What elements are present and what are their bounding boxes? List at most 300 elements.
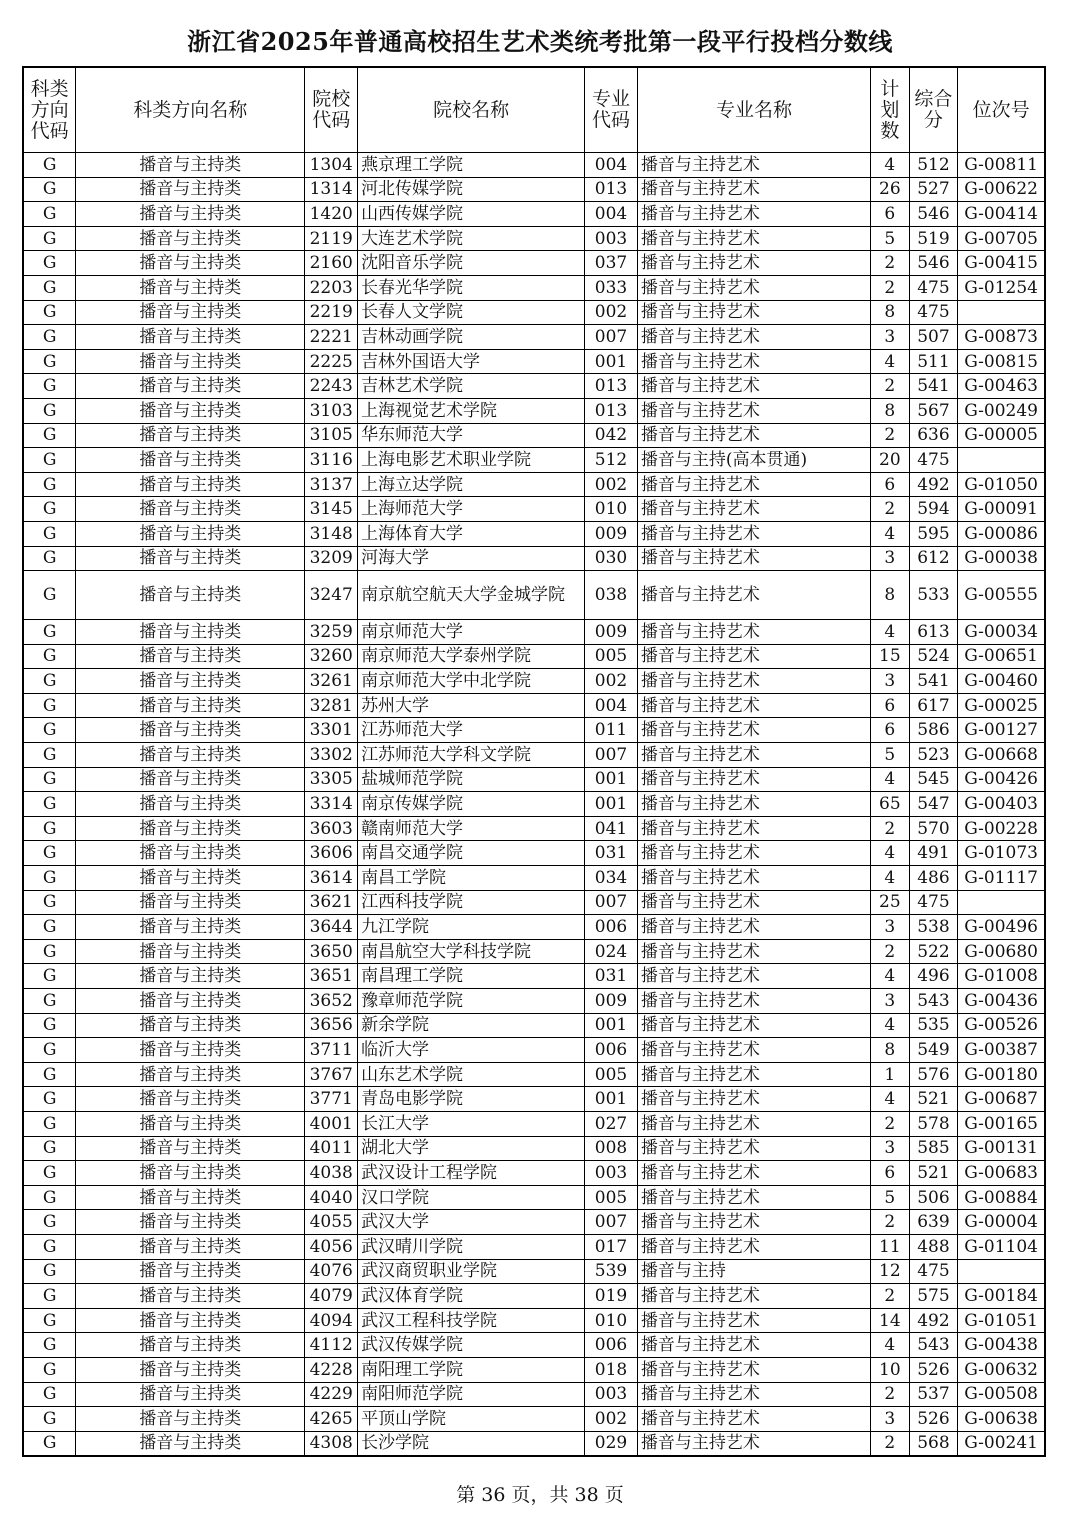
cell-major-name: 播音与主持艺术 [637, 1284, 870, 1309]
table-row [23, 1161, 1045, 1186]
cell-rank: G-00025 [958, 693, 1045, 718]
cell-direction-code: G [23, 1382, 76, 1407]
cell-school-code: 3301 [305, 718, 358, 743]
cell-major-name: 播音与主持艺术 [637, 841, 870, 866]
cell-direction-code: G [23, 1259, 76, 1284]
cell-score: 523 [909, 743, 958, 768]
cell-school-name: 平顶山学院 [358, 1407, 585, 1432]
cell-major-code: 029 [585, 1431, 638, 1456]
cell-direction-code: G [23, 989, 76, 1014]
cell-score: 512 [909, 153, 958, 178]
cell-direction-code: G [23, 546, 76, 571]
cell-school-code: 3656 [305, 1013, 358, 1038]
cell-school-name: 南昌工学院 [358, 866, 585, 891]
cell-plan-count: 1 [871, 1062, 910, 1087]
table-row [23, 300, 1045, 325]
cell-rank: G-01254 [958, 275, 1045, 300]
cell-rank: G-00632 [958, 1357, 1045, 1382]
header-cell: 专业代码 [585, 67, 638, 153]
cell-major-code: 027 [585, 1111, 638, 1136]
cell-rank: G-00415 [958, 251, 1045, 276]
cell-plan-count: 3 [871, 915, 910, 940]
table-row [23, 964, 1045, 989]
cell-score: 533 [909, 571, 958, 620]
cell-direction-name: 播音与主持类 [76, 1013, 305, 1038]
cell-plan-count: 2 [871, 497, 910, 522]
cell-plan-count: 2 [871, 374, 910, 399]
table-row [23, 251, 1045, 276]
cell-school-code: 3247 [305, 571, 358, 620]
cell-school-name: 湖北大学 [358, 1136, 585, 1161]
cell-direction-name: 播音与主持类 [76, 939, 305, 964]
table-row [23, 1038, 1045, 1063]
cell-plan-count: 2 [871, 1210, 910, 1235]
cell-major-name: 播音与主持艺术 [637, 767, 870, 792]
cell-major-code: 031 [585, 841, 638, 866]
cell-school-name: 南昌航空大学科技学院 [358, 939, 585, 964]
cell-plan-count: 2 [871, 1284, 910, 1309]
cell-school-name: 武汉传媒学院 [358, 1333, 585, 1358]
table-row [23, 349, 1045, 374]
cell-direction-name: 播音与主持类 [76, 816, 305, 841]
cell-school-name: 大连艺术学院 [358, 226, 585, 251]
page-title: 浙江省2025年普通高校招生艺术类统考批第一段平行投档分数线 [187, 27, 893, 56]
cell-major-name: 播音与主持艺术 [637, 1038, 870, 1063]
cell-major-name: 播音与主持艺术 [637, 1382, 870, 1407]
table-row [23, 153, 1045, 178]
cell-rank: G-00403 [958, 792, 1045, 817]
cell-direction-code: G [23, 767, 76, 792]
cell-school-code: 2225 [305, 349, 358, 374]
cell-rank: G-00086 [958, 521, 1045, 546]
cell-score: 475 [909, 300, 958, 325]
cell-school-name: 长春光华学院 [358, 275, 585, 300]
cell-score: 549 [909, 1038, 958, 1063]
table-row [23, 743, 1045, 768]
cell-direction-code: G [23, 620, 76, 645]
cell-plan-count: 5 [871, 743, 910, 768]
cell-score: 475 [909, 275, 958, 300]
cell-major-code: 006 [585, 1333, 638, 1358]
cell-school-name: 临沂大学 [358, 1038, 585, 1063]
cell-plan-count: 6 [871, 472, 910, 497]
cell-score: 486 [909, 866, 958, 891]
cell-direction-name: 播音与主持类 [76, 153, 305, 178]
cell-plan-count: 2 [871, 1111, 910, 1136]
cell-score: 506 [909, 1185, 958, 1210]
table-row [23, 644, 1045, 669]
cell-major-code: 008 [585, 1136, 638, 1161]
cell-direction-code: G [23, 153, 76, 178]
cell-rank: G-00651 [958, 644, 1045, 669]
cell-rank: G-00180 [958, 1062, 1045, 1087]
cell-direction-name: 播音与主持类 [76, 1062, 305, 1087]
cell-direction-code: G [23, 423, 76, 448]
cell-direction-code: G [23, 1161, 76, 1186]
cell-direction-name: 播音与主持类 [76, 743, 305, 768]
cell-major-name: 播音与主持艺术 [637, 1210, 870, 1235]
cell-school-code: 3652 [305, 989, 358, 1014]
table-row [23, 177, 1045, 202]
cell-school-name: 吉林艺术学院 [358, 374, 585, 399]
cell-major-code: 003 [585, 226, 638, 251]
cell-school-code: 2219 [305, 300, 358, 325]
cell-school-name: 上海体育大学 [358, 521, 585, 546]
cell-direction-name: 播音与主持类 [76, 1333, 305, 1358]
cell-major-code: 024 [585, 939, 638, 964]
cell-score: 594 [909, 497, 958, 522]
cell-direction-name: 播音与主持类 [76, 325, 305, 350]
cell-rank [958, 300, 1045, 325]
cell-major-name: 播音与主持艺术 [637, 718, 870, 743]
cell-rank: G-00668 [958, 743, 1045, 768]
cell-school-name: 吉林外国语大学 [358, 349, 585, 374]
cell-direction-code: G [23, 374, 76, 399]
cell-school-code: 2160 [305, 251, 358, 276]
cell-direction-name: 播音与主持类 [76, 1234, 305, 1259]
cell-major-name: 播音与主持艺术 [637, 571, 870, 620]
cell-school-name: 武汉大学 [358, 1210, 585, 1235]
cell-major-code: 009 [585, 989, 638, 1014]
cell-school-name: 武汉商贸职业学院 [358, 1259, 585, 1284]
cell-school-name: 长春人文学院 [358, 300, 585, 325]
cell-rank: G-00463 [958, 374, 1045, 399]
cell-score: 547 [909, 792, 958, 817]
cell-major-name: 播音与主持艺术 [637, 1357, 870, 1382]
cell-major-name: 播音与主持艺术 [637, 546, 870, 571]
cell-score: 526 [909, 1357, 958, 1382]
cell-direction-name: 播音与主持类 [76, 841, 305, 866]
cell-major-name: 播音与主持艺术 [637, 1185, 870, 1210]
cell-score: 612 [909, 546, 958, 571]
cell-school-name: 江苏师范大学 [358, 718, 585, 743]
cell-direction-name: 播音与主持类 [76, 423, 305, 448]
cell-major-name: 播音与主持艺术 [637, 325, 870, 350]
cell-major-code: 041 [585, 816, 638, 841]
score-table [22, 66, 1046, 1457]
cell-rank: G-00034 [958, 620, 1045, 645]
table-row [23, 1333, 1045, 1358]
cell-direction-code: G [23, 1407, 76, 1432]
table-row [23, 571, 1045, 620]
cell-major-name: 播音与主持艺术 [637, 1111, 870, 1136]
table-row [23, 792, 1045, 817]
cell-direction-code: G [23, 669, 76, 694]
cell-school-name: 南阳理工学院 [358, 1357, 585, 1382]
cell-school-code: 3105 [305, 423, 358, 448]
cell-plan-count: 4 [871, 153, 910, 178]
cell-direction-name: 播音与主持类 [76, 472, 305, 497]
cell-plan-count: 8 [871, 1038, 910, 1063]
cell-score: 492 [909, 472, 958, 497]
cell-major-name: 播音与主持艺术 [637, 226, 870, 251]
cell-direction-code: G [23, 472, 76, 497]
cell-school-code: 1420 [305, 202, 358, 227]
cell-direction-name: 播音与主持类 [76, 177, 305, 202]
cell-score: 570 [909, 816, 958, 841]
cell-plan-count: 12 [871, 1259, 910, 1284]
cell-school-code: 3650 [305, 939, 358, 964]
cell-school-name: 青岛电影学院 [358, 1087, 585, 1112]
cell-rank: G-00005 [958, 423, 1045, 448]
cell-direction-code: G [23, 1431, 76, 1456]
cell-plan-count: 6 [871, 202, 910, 227]
cell-rank: G-00705 [958, 226, 1045, 251]
cell-school-code: 3259 [305, 620, 358, 645]
cell-major-code: 002 [585, 472, 638, 497]
table-row [23, 374, 1045, 399]
cell-rank: G-00426 [958, 767, 1045, 792]
cell-direction-code: G [23, 1210, 76, 1235]
cell-school-name: 山东艺术学院 [358, 1062, 585, 1087]
cell-major-name: 播音与主持艺术 [637, 472, 870, 497]
header-cell: 计划数 [871, 67, 910, 153]
cell-score: 519 [909, 226, 958, 251]
cell-plan-count: 4 [871, 1087, 910, 1112]
cell-school-name: 沈阳音乐学院 [358, 251, 585, 276]
cell-major-name: 播音与主持(高本贯通) [637, 448, 870, 473]
cell-major-code: 017 [585, 1234, 638, 1259]
cell-direction-name: 播音与主持类 [76, 1185, 305, 1210]
cell-direction-code: G [23, 202, 76, 227]
cell-rank: G-00680 [958, 939, 1045, 964]
cell-major-code: 001 [585, 792, 638, 817]
cell-major-code: 010 [585, 1308, 638, 1333]
cell-score: 475 [909, 1259, 958, 1284]
cell-score: 488 [909, 1234, 958, 1259]
cell-school-code: 3314 [305, 792, 358, 817]
cell-major-name: 播音与主持艺术 [637, 1087, 870, 1112]
cell-major-name: 播音与主持艺术 [637, 300, 870, 325]
cell-major-name: 播音与主持艺术 [637, 177, 870, 202]
cell-direction-code: G [23, 841, 76, 866]
cell-plan-count: 3 [871, 669, 910, 694]
cell-school-name: 上海视觉艺术学院 [358, 398, 585, 423]
table-row [23, 325, 1045, 350]
header-cell: 院校名称 [358, 67, 585, 153]
cell-direction-name: 播音与主持类 [76, 202, 305, 227]
cell-major-code: 037 [585, 251, 638, 276]
cell-plan-count: 6 [871, 1161, 910, 1186]
cell-score: 617 [909, 693, 958, 718]
table-row [23, 718, 1045, 743]
cell-major-name: 播音与主持艺术 [637, 1333, 870, 1358]
cell-plan-count: 4 [871, 964, 910, 989]
cell-school-name: 南京师范大学泰州学院 [358, 644, 585, 669]
cell-direction-name: 播音与主持类 [76, 767, 305, 792]
cell-direction-name: 播音与主持类 [76, 989, 305, 1014]
cell-school-name: 江西科技学院 [358, 890, 585, 915]
cell-major-name: 播音与主持艺术 [637, 1136, 870, 1161]
cell-direction-name: 播音与主持类 [76, 1284, 305, 1309]
cell-major-name: 播音与主持艺术 [637, 374, 870, 399]
cell-school-code: 4094 [305, 1308, 358, 1333]
cell-direction-name: 播音与主持类 [76, 546, 305, 571]
cell-direction-code: G [23, 816, 76, 841]
cell-score: 475 [909, 890, 958, 915]
cell-plan-count: 26 [871, 177, 910, 202]
cell-direction-name: 播音与主持类 [76, 718, 305, 743]
table-row [23, 546, 1045, 571]
cell-school-code: 3651 [305, 964, 358, 989]
cell-score: 568 [909, 1431, 958, 1456]
cell-major-code: 009 [585, 521, 638, 546]
cell-plan-count: 4 [871, 620, 910, 645]
cell-direction-name: 播音与主持类 [76, 644, 305, 669]
cell-school-name: 吉林动画学院 [358, 325, 585, 350]
cell-plan-count: 6 [871, 693, 910, 718]
table-row [23, 202, 1045, 227]
cell-school-name: 豫章师范学院 [358, 989, 585, 1014]
cell-direction-code: G [23, 1333, 76, 1358]
cell-plan-count: 3 [871, 989, 910, 1014]
header-cell: 科类方向代码 [23, 67, 76, 153]
cell-direction-code: G [23, 1284, 76, 1309]
table-row [23, 497, 1045, 522]
header-cell: 院校代码 [305, 67, 358, 153]
cell-plan-count: 4 [871, 521, 910, 546]
cell-direction-code: G [23, 275, 76, 300]
header-cell: 综合分 [909, 67, 958, 153]
cell-major-code: 019 [585, 1284, 638, 1309]
cell-rank: G-00526 [958, 1013, 1045, 1038]
cell-rank: G-01051 [958, 1308, 1045, 1333]
cell-plan-count: 3 [871, 325, 910, 350]
cell-rank: G-00091 [958, 497, 1045, 522]
cell-major-code: 034 [585, 866, 638, 891]
table-row [23, 989, 1045, 1014]
cell-plan-count: 3 [871, 1407, 910, 1432]
table-row [23, 915, 1045, 940]
cell-school-code: 3260 [305, 644, 358, 669]
cell-score: 567 [909, 398, 958, 423]
cell-major-name: 播音与主持艺术 [637, 1407, 870, 1432]
cell-plan-count: 10 [871, 1357, 910, 1382]
cell-rank [958, 1259, 1045, 1284]
cell-direction-name: 播音与主持类 [76, 497, 305, 522]
cell-direction-name: 播音与主持类 [76, 1161, 305, 1186]
cell-rank: G-00687 [958, 1087, 1045, 1112]
cell-direction-name: 播音与主持类 [76, 890, 305, 915]
cell-direction-code: G [23, 571, 76, 620]
cell-school-name: 长沙学院 [358, 1431, 585, 1456]
cell-score: 585 [909, 1136, 958, 1161]
cell-plan-count: 5 [871, 1185, 910, 1210]
cell-score: 496 [909, 964, 958, 989]
cell-direction-name: 播音与主持类 [76, 226, 305, 251]
cell-school-name: 武汉工程科技学院 [358, 1308, 585, 1333]
cell-direction-name: 播音与主持类 [76, 693, 305, 718]
cell-score: 586 [909, 718, 958, 743]
cell-direction-code: G [23, 915, 76, 940]
cell-rank: G-01050 [958, 472, 1045, 497]
cell-direction-name: 播音与主持类 [76, 374, 305, 399]
cell-direction-name: 播音与主持类 [76, 620, 305, 645]
cell-score: 538 [909, 915, 958, 940]
cell-plan-count: 2 [871, 1431, 910, 1456]
cell-major-code: 005 [585, 1062, 638, 1087]
cell-direction-code: G [23, 251, 76, 276]
cell-major-name: 播音与主持艺术 [637, 275, 870, 300]
cell-rank: G-00460 [958, 669, 1045, 694]
cell-major-code: 033 [585, 275, 638, 300]
cell-rank: G-00165 [958, 1111, 1045, 1136]
cell-school-name: 燕京理工学院 [358, 153, 585, 178]
cell-school-code: 3137 [305, 472, 358, 497]
cell-school-code: 3261 [305, 669, 358, 694]
cell-direction-code: G [23, 226, 76, 251]
cell-score: 575 [909, 1284, 958, 1309]
cell-school-name: 山西传媒学院 [358, 202, 585, 227]
cell-rank: G-00241 [958, 1431, 1045, 1456]
cell-direction-code: G [23, 743, 76, 768]
cell-direction-name: 播音与主持类 [76, 398, 305, 423]
cell-score: 537 [909, 1382, 958, 1407]
cell-major-name: 播音与主持艺术 [637, 1234, 870, 1259]
cell-direction-name: 播音与主持类 [76, 1136, 305, 1161]
cell-school-code: 4112 [305, 1333, 358, 1358]
cell-rank: G-01073 [958, 841, 1045, 866]
cell-direction-name: 播音与主持类 [76, 964, 305, 989]
cell-score: 491 [909, 841, 958, 866]
cell-plan-count: 3 [871, 1136, 910, 1161]
table-row [23, 1062, 1045, 1087]
cell-school-name: 南京师范大学 [358, 620, 585, 645]
cell-rank: G-00249 [958, 398, 1045, 423]
cell-major-name: 播音与主持艺术 [637, 1013, 870, 1038]
cell-plan-count: 4 [871, 349, 910, 374]
cell-direction-name: 播音与主持类 [76, 792, 305, 817]
cell-direction-name: 播音与主持类 [76, 1111, 305, 1136]
cell-direction-code: G [23, 1308, 76, 1333]
cell-rank: G-00873 [958, 325, 1045, 350]
cell-plan-count: 8 [871, 398, 910, 423]
cell-school-name: 汉口学院 [358, 1185, 585, 1210]
cell-plan-count: 20 [871, 448, 910, 473]
cell-direction-name: 播音与主持类 [76, 275, 305, 300]
cell-score: 492 [909, 1308, 958, 1333]
cell-school-code: 3116 [305, 448, 358, 473]
cell-school-name: 南京师范大学中北学院 [358, 669, 585, 694]
cell-school-code: 4011 [305, 1136, 358, 1161]
cell-school-code: 2203 [305, 275, 358, 300]
cell-score: 636 [909, 423, 958, 448]
header-cell: 专业名称 [637, 67, 870, 153]
table-row [23, 841, 1045, 866]
cell-score: 526 [909, 1407, 958, 1432]
cell-school-name: 武汉设计工程学院 [358, 1161, 585, 1186]
cell-major-code: 038 [585, 571, 638, 620]
cell-major-code: 030 [585, 546, 638, 571]
cell-direction-name: 播音与主持类 [76, 448, 305, 473]
table-row [23, 1407, 1045, 1432]
cell-major-name: 播音与主持艺术 [637, 202, 870, 227]
table-row [23, 939, 1045, 964]
table-row [23, 226, 1045, 251]
cell-school-code: 4040 [305, 1185, 358, 1210]
cell-direction-name: 播音与主持类 [76, 571, 305, 620]
cell-direction-code: G [23, 1357, 76, 1382]
cell-score: 524 [909, 644, 958, 669]
cell-major-name: 播音与主持艺术 [637, 251, 870, 276]
cell-rank: G-00638 [958, 1407, 1045, 1432]
table-row [23, 1284, 1045, 1309]
header-cell: 位次号 [958, 67, 1045, 153]
cell-plan-count: 4 [871, 841, 910, 866]
table-row [23, 1259, 1045, 1284]
cell-school-code: 3621 [305, 890, 358, 915]
table-row [23, 448, 1045, 473]
